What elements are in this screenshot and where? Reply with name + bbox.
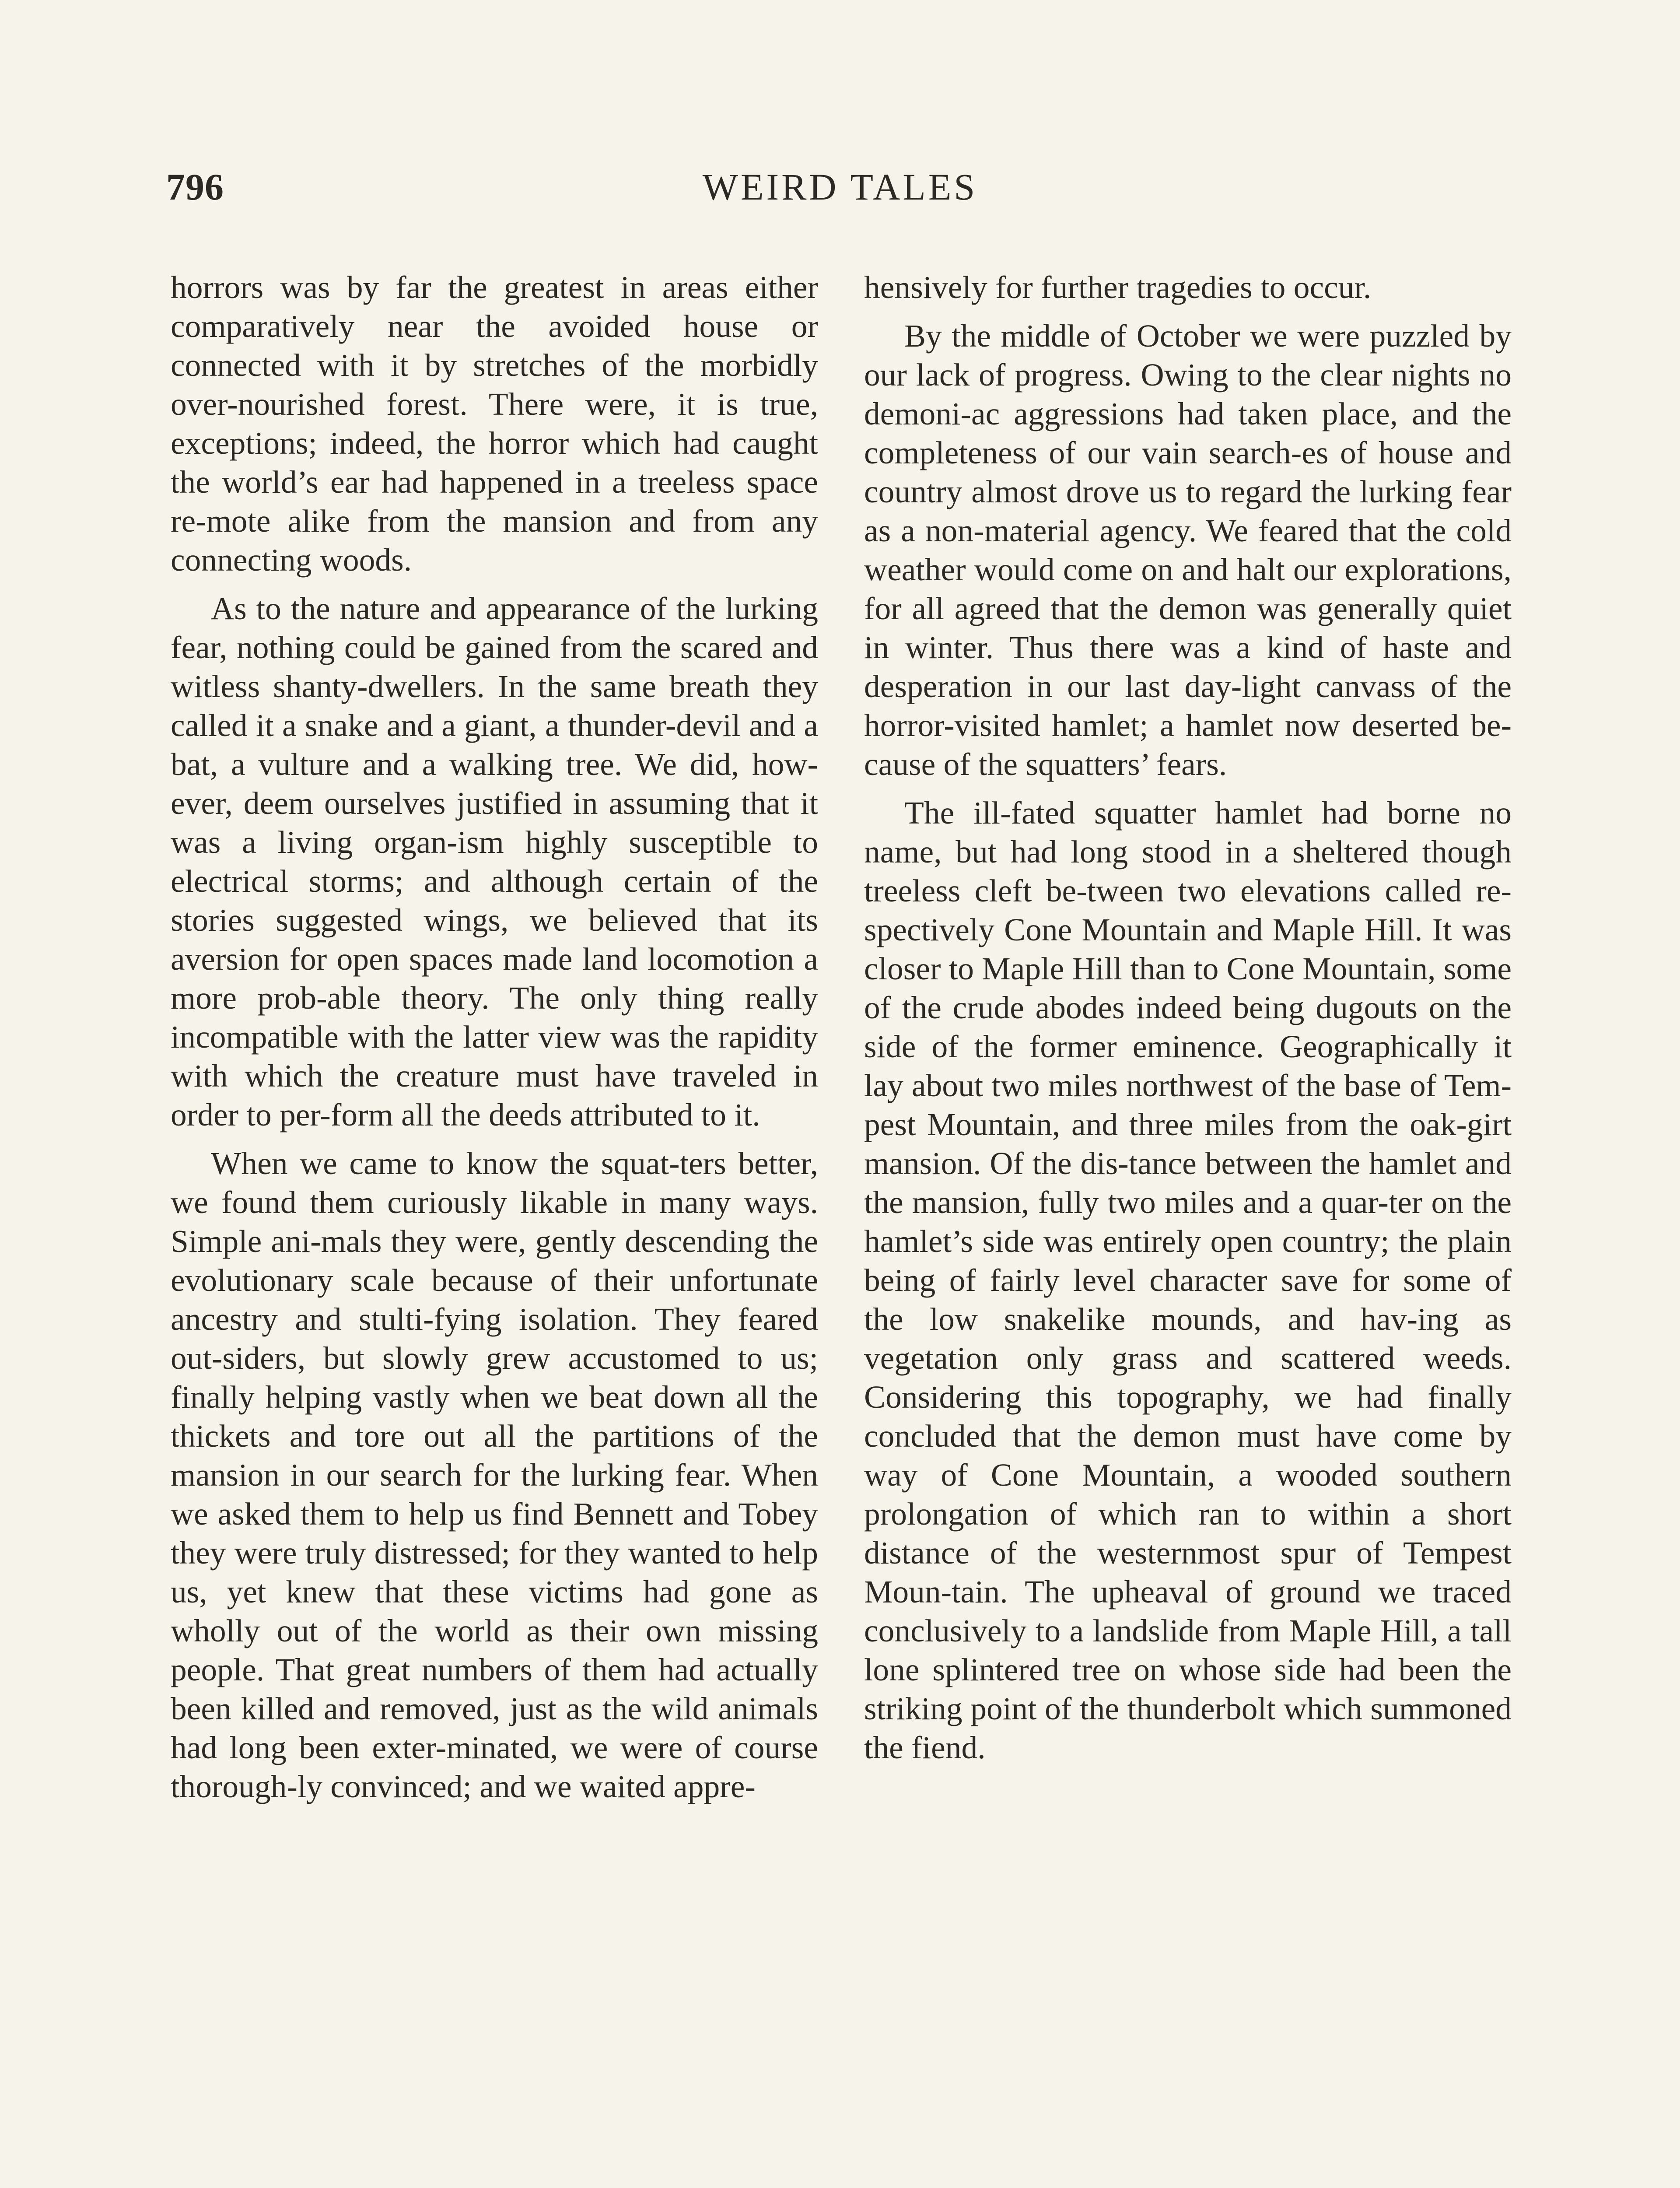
- page-number: 796: [166, 166, 224, 208]
- paragraph-right-2: By the middle of October we were puzzled by our lack of progress. Owing to the clear nights no demoni-ac aggressions had taken place, and the completeness of our vain search-es of house and country almost drove us to regard the lurking fear as a non-material agency. We feared that the cold weather would come on and halt our explorations, for all agreed that the demon was generally quiet in winter. Thus there was a kind of haste and desperation in our last day-light canvass of the horror-visited hamlet; a hamlet now deserted be-cause of the squatters’ fears.: [864, 318, 1512, 782]
- left-column: [171, 268, 818, 1816]
- page-header: [166, 163, 1514, 215]
- running-title: WEIRD TALES: [702, 166, 978, 208]
- right-column: [864, 268, 1512, 1777]
- paragraph-left-2: As to the nature and appearance of the lurking fear, nothing could be gained from the scared and witless shanty-dwellers. In the same breath they called it a snake and a giant, a thunder-devil and a bat, a vulture and a walking tree. We did, how-ever, deem ourselves justified in assuming that it was a living organ-ism highly susceptible to electrical storms; and although certain of the stories suggested wings, we believed that its aversion for open spaces made land locomotion a more prob-able theory. The only thing really incompatible with the latter view was the rapidity with which the creature must have traveled in order to per-form all the deeds attributed to it.: [171, 591, 818, 1133]
- paragraph-left-1: horrors was by far the greatest in areas either comparatively near the avoided house or connected with it by stretches of the morbidly over-nourished forest. There were, it is true, exceptions; indeed, the horror which had caught the world’s ear had happened in a treeless space re-mote alike from the mansion and from any connecting woods.: [171, 270, 818, 578]
- paragraph-right-3: The ill-fated squatter hamlet had borne no name, but had long stood in a sheltered though treeless cleft be-tween two elevations called re-spectively Cone Mountain and Maple Hill. It was closer to Maple Hill than to Cone Mountain, some of the crude abodes indeed being dugouts on the side of the former eminence. Geographically it lay about two miles northwest of the base of Tem-pest Mountain, and three miles from the oak-girt mansion. Of the dis-tance between the hamlet and the mansion, fully two miles and a quar-ter on the hamlet’s side was entirely open country; the plain being of fairly level character save for some of the low snakelike mounds, and hav-ing as vegetation only grass and scattered weeds. Considering this topography, we had finally concluded that the demon must have come by way of Cone Mountain, a wooded southern prolongation of which ran to within a short distance of the westernmost spur of Tempest Moun-tain. The upheaval of ground we traced conclusively to a landslide from Maple Hill, a tall lone splintered tree on whose side had been the striking point of the thunderbolt which summoned the fiend.: [864, 795, 1512, 1765]
- paragraph-right-1: hensively for further tragedies to occur.: [864, 270, 1372, 305]
- paragraph-left-3: When we came to know the squat-ters better, we found them curiously likable in many ways. Simple ani-mals they were, gently descending the evolutionary scale because of their unfortunate ancestry and stulti-fying isolation. They feared out-siders, but slowly grew accustomed to us; finally helping vastly when we beat down all the thickets and tore out all the partitions of the mansion in our search for the lurking fear. When we asked them to help us find Bennett and Tobey they were truly distressed; for they wanted to help us, yet knew that these victims had gone as wholly out of the world as their own missing people. That great numbers of them had actually been killed and removed, just as the wild animals had long been exter-minated, we were of course thorough-ly convinced; and we waited appre-: [171, 1146, 818, 1804]
